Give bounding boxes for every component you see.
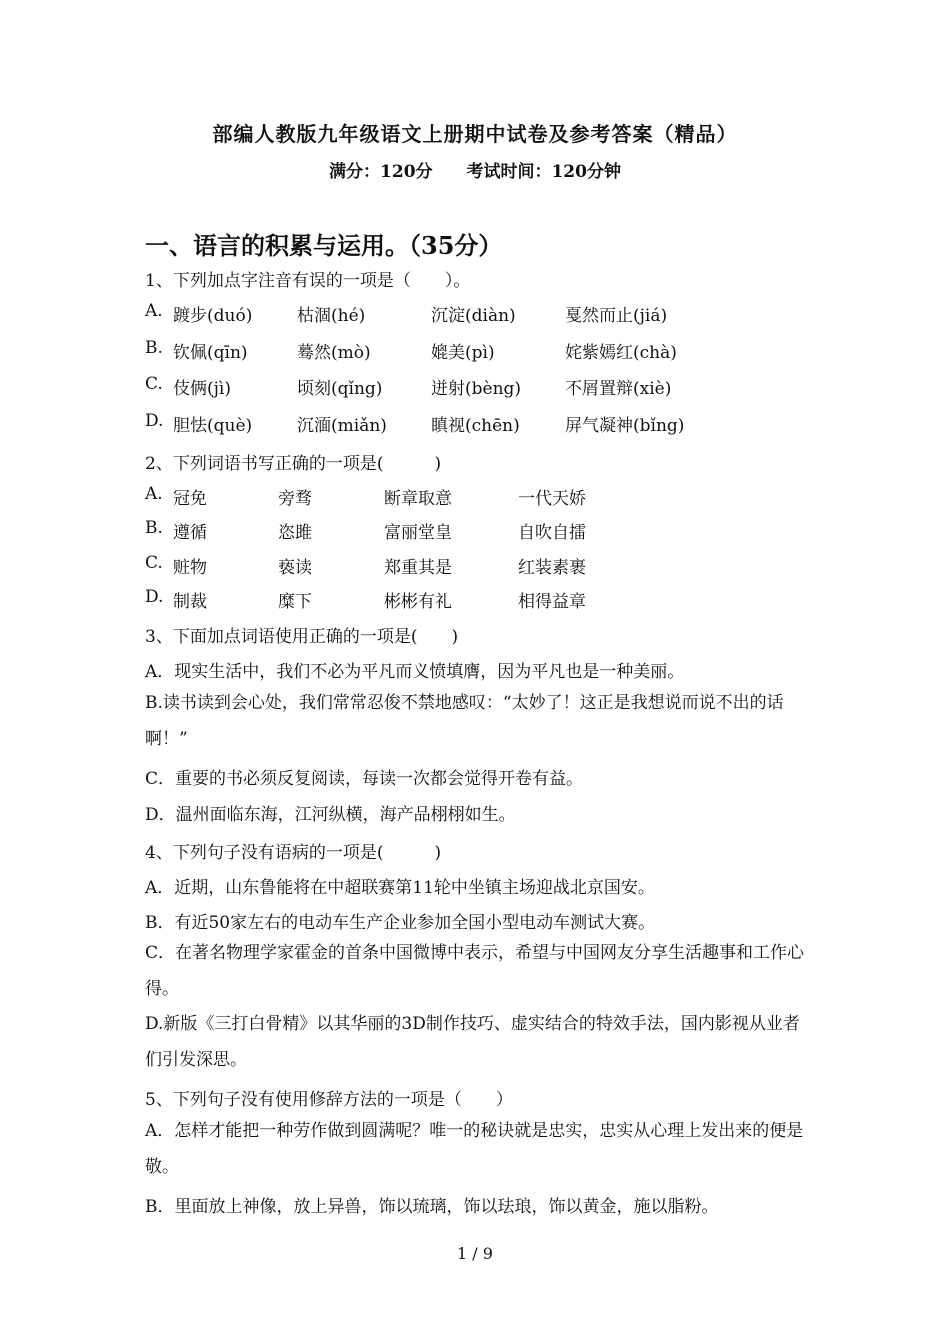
question-4-stem: 4、下列句子没有语病的一项是( ) — [145, 843, 442, 863]
option-item: 糜下 — [278, 592, 312, 612]
option-label: D. — [145, 411, 164, 431]
q4-option-b: B．有近50家左右的电动车生产企业参加全国小型电动车测试大赛。 — [145, 913, 656, 933]
full-score: 满分：120分 — [329, 162, 433, 182]
exam-time: 考试时间：120分钟 — [466, 162, 621, 182]
option-item: 恣雎 — [278, 523, 312, 543]
option-item: 相得益章 — [518, 592, 586, 612]
option-item: 顷刻(qǐng) — [297, 379, 383, 399]
option-item: 沉湎(miǎn) — [297, 416, 387, 436]
option-item: 戛然而止(jiá) — [565, 306, 668, 326]
option-item: 姹紫嫣红(chà) — [565, 343, 677, 363]
exam-subtitle — [0, 157, 950, 182]
q5-option-b: B．里面放上神像，放上异兽，饰以琉璃，饰以珐琅，饰以黄金，施以脂粉。 — [145, 1197, 719, 1217]
page-number: 1 / 9 — [457, 1244, 493, 1263]
q4-option-d: D.新版《三打白骨精》以其华丽的3D制作技巧、虚实结合的特效手法，国内影视从业者们引发深思。 — [145, 1014, 800, 1070]
question-1-stem: 1、下列加点字注音有误的一项是（ ）。 — [145, 271, 471, 291]
option-label: C. — [145, 553, 163, 573]
question-5-stem: 5、下列句子没有使用修辞方法的一项是（ ） — [145, 1090, 513, 1110]
option-item: 迸射(bèng) — [431, 379, 522, 399]
option-item: 富丽堂皇 — [384, 523, 452, 543]
option-label: A. — [145, 301, 163, 321]
question-2-stem: 2、下列词语书写正确的一项是( ) — [145, 454, 442, 474]
option-item: 沉淀(diàn) — [431, 306, 516, 326]
option-item: 钦佩(qīn) — [173, 343, 248, 363]
option-item: 自吹自擂 — [518, 523, 586, 543]
section-heading: 一、语言的积累与运用。（35分） — [145, 231, 503, 260]
option-label: C. — [145, 374, 163, 394]
option-label: D. — [145, 587, 164, 607]
option-item: 不屑置辩(xiè) — [565, 379, 672, 399]
option-label: A. — [145, 484, 163, 504]
q3-option-b: B.读书读到会心处，我们常常忍俊不禁地感叹：“太妙了！这正是我想说而说不出的话啊！” — [145, 693, 784, 749]
option-item: 遵循 — [173, 523, 207, 543]
exam-title: 部编人教版九年级语文上册期中试卷及参考答案（精品） — [212, 122, 738, 146]
option-label: B. — [145, 518, 163, 538]
option-item: 一代天娇 — [518, 489, 586, 509]
q5-option-a: A．怎样才能把一种劳作做到圆满呢？唯一的秘诀就是忠实，忠实从心理上发出来的便是敬。 — [145, 1121, 804, 1177]
option-item: 断章取意 — [384, 489, 452, 509]
option-item: 伎俩(jì) — [173, 379, 231, 399]
option-item: 踱步(duó) — [173, 306, 253, 326]
option-item: 红装素裹 — [518, 558, 586, 578]
q3-option-d: D．温州面临东海，江河纵横，海产品栩栩如生。 — [145, 805, 516, 825]
option-item: 胆怯(què) — [173, 416, 253, 436]
question-3-stem: 3、下面加点词语使用正确的一项是( ) — [145, 627, 459, 647]
option-item: 媲美(pì) — [431, 343, 495, 363]
option-item: 旁骛 — [278, 489, 312, 509]
q4-option-a: A．近期，山东鲁能将在中超联赛第11轮中坐镇主场迎战北京国安。 — [145, 878, 655, 898]
option-item: 彬彬有礼 — [384, 592, 452, 612]
option-item: 赃物 — [173, 558, 207, 578]
q3-option-c: C．重要的书必须反复阅读，每读一次都会觉得开卷有益。 — [145, 769, 584, 789]
option-item: 枯涸(hé) — [297, 306, 366, 326]
option-item: 瞋视(chēn) — [431, 416, 520, 436]
option-item: 郑重其是 — [384, 558, 452, 578]
option-item: 蓦然(mò) — [297, 343, 371, 363]
option-label: B. — [145, 338, 163, 358]
q3-option-a: A．现实生活中，我们不必为平凡而义愤填膺，因为平凡也是一种美丽。 — [145, 662, 685, 682]
option-item: 制裁 — [173, 592, 207, 612]
option-item: 屏气凝神(bǐng) — [565, 416, 685, 436]
q4-option-c: C．在著名物理学家霍金的首条中国微博中表示，希望与中国网友分享生活趣事和工作心得。 — [145, 943, 805, 999]
option-item: 冠免 — [173, 489, 207, 509]
option-item: 亵读 — [278, 558, 312, 578]
